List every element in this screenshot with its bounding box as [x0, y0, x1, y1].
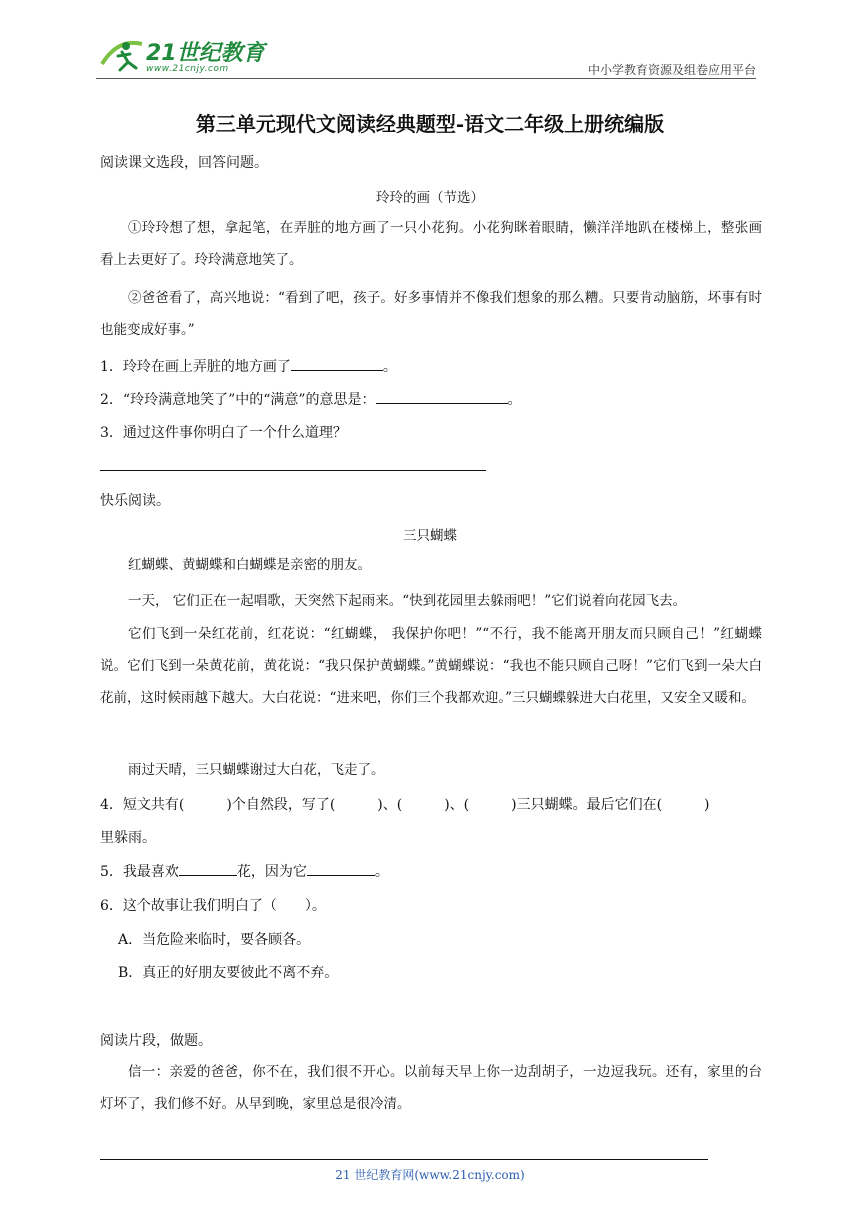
question-2-end: 。: [507, 392, 522, 408]
section2-paragraph-1: 红蝴蝶、黄蝴蝶和白蝴蝶是亲密的朋友。: [128, 557, 371, 573]
question-1: [100, 356, 397, 376]
header-divider: [96, 78, 756, 79]
question-6: 6．这个故事让我们明白了（ ）。: [100, 898, 326, 914]
logo-text: 21世纪教育: [146, 41, 265, 66]
section3-instruction: 阅读片段，做题。: [100, 1033, 212, 1049]
section1-instruction: 阅读课文选段，回答问题。: [100, 155, 268, 171]
platform-label: 中小学教育资源及组卷应用平台: [587, 63, 756, 77]
section1-paragraph-1: ①玲玲想了想，拿起笔，在弄脏的地方画了一只小花狗。小花狗眯着眼睛，懒洋洋地趴在楼梯上，整张画看上去更好了。玲玲满意地笑了。: [100, 220, 762, 268]
section1-paragraph-2: ②爸爸看了，高兴地说：“看到了吧，孩子。好多事情并不像我们想象的那么糟。只要肯动脑筋，坏事有时也能变成好事。”: [100, 290, 762, 338]
logo-url: www.21cnjy.com: [146, 64, 229, 74]
section2-passage-title: 三只蝴蝶: [403, 528, 457, 544]
section2-paragraph-3: 它们飞到一朵红花前，红花说：“红蝴蝶， 我保护你吧！”“不行，我不能离开朋友而只顾自己！”红蝴蝶说。它们飞到一朵黄花前，黄花说：“我只保护黄蝴蝶。”黄蝴蝶说：“我也不能只顾自己呀！”它们飞到一朵大白花前，这时候雨越下越大。大白花说：“进来吧，你们三个我都欢迎。”三只蝴蝶躲进大白花里，又安全又暖和。: [100, 626, 762, 706]
question-5-blank-1[interactable]: [179, 861, 237, 876]
question-4-line-1: 4．短文共有( )个自然段，写了( )、( )、( )三只蝴蝶。最后它们在( ): [100, 797, 710, 813]
question-5-text-b: 花，因为它: [236, 864, 307, 880]
question-3: 3．通过这件事你明白了一个什么道理？: [100, 425, 347, 441]
question-5-text-a: 5．我最喜欢: [100, 864, 179, 880]
section1-passage-title: 玲玲的画（节选）: [376, 190, 484, 206]
question-1-end: 。: [382, 359, 397, 375]
page-title: 第三单元现代文阅读经典题型-语文二年级上册统编版: [195, 112, 665, 136]
question-5-blank-2[interactable]: [307, 861, 375, 876]
question-1-blank[interactable]: [291, 356, 383, 371]
question-2: [100, 389, 522, 409]
option-b[interactable]: B．真正的好朋友要彼此不离不弃。: [118, 965, 339, 981]
question-2-blank[interactable]: [376, 389, 508, 404]
question-3-answer-line[interactable]: [100, 470, 486, 471]
section2-instruction: 快乐阅读。: [100, 493, 170, 509]
question-4-line-2: 里躲雨。: [100, 830, 156, 846]
question-5: [100, 861, 389, 881]
footer-text[interactable]: 21 世纪教育网(www.21cnjy.com): [335, 1168, 525, 1182]
question-2-text: 2．“玲玲满意地笑了”中的“满意”的意思是：: [100, 392, 376, 408]
option-a[interactable]: A．当危险来临时，要各顾各。: [118, 932, 311, 948]
question-1-text: 1．玲玲在画上弄脏的地方画了: [100, 359, 291, 375]
question-5-text-c: 。: [374, 864, 389, 880]
footer-divider: [100, 1159, 708, 1160]
section2-paragraph-4: 雨过天晴，三只蝴蝶谢过大白花，飞走了。: [128, 762, 385, 778]
section2-paragraph-2: 一天， 它们正在一起唱歌，天突然下起雨来。“快到花园里去躲雨吧！”它们说着向花园飞去。: [128, 593, 687, 609]
section3-paragraph-1: 信一：亲爱的爸爸，你不在，我们很不开心。以前每天早上你一边刮胡子，一边逗我玩。还有，家里的台灯坏了，我们修不好。从早到晚，家里总是很冷清。: [100, 1064, 762, 1112]
